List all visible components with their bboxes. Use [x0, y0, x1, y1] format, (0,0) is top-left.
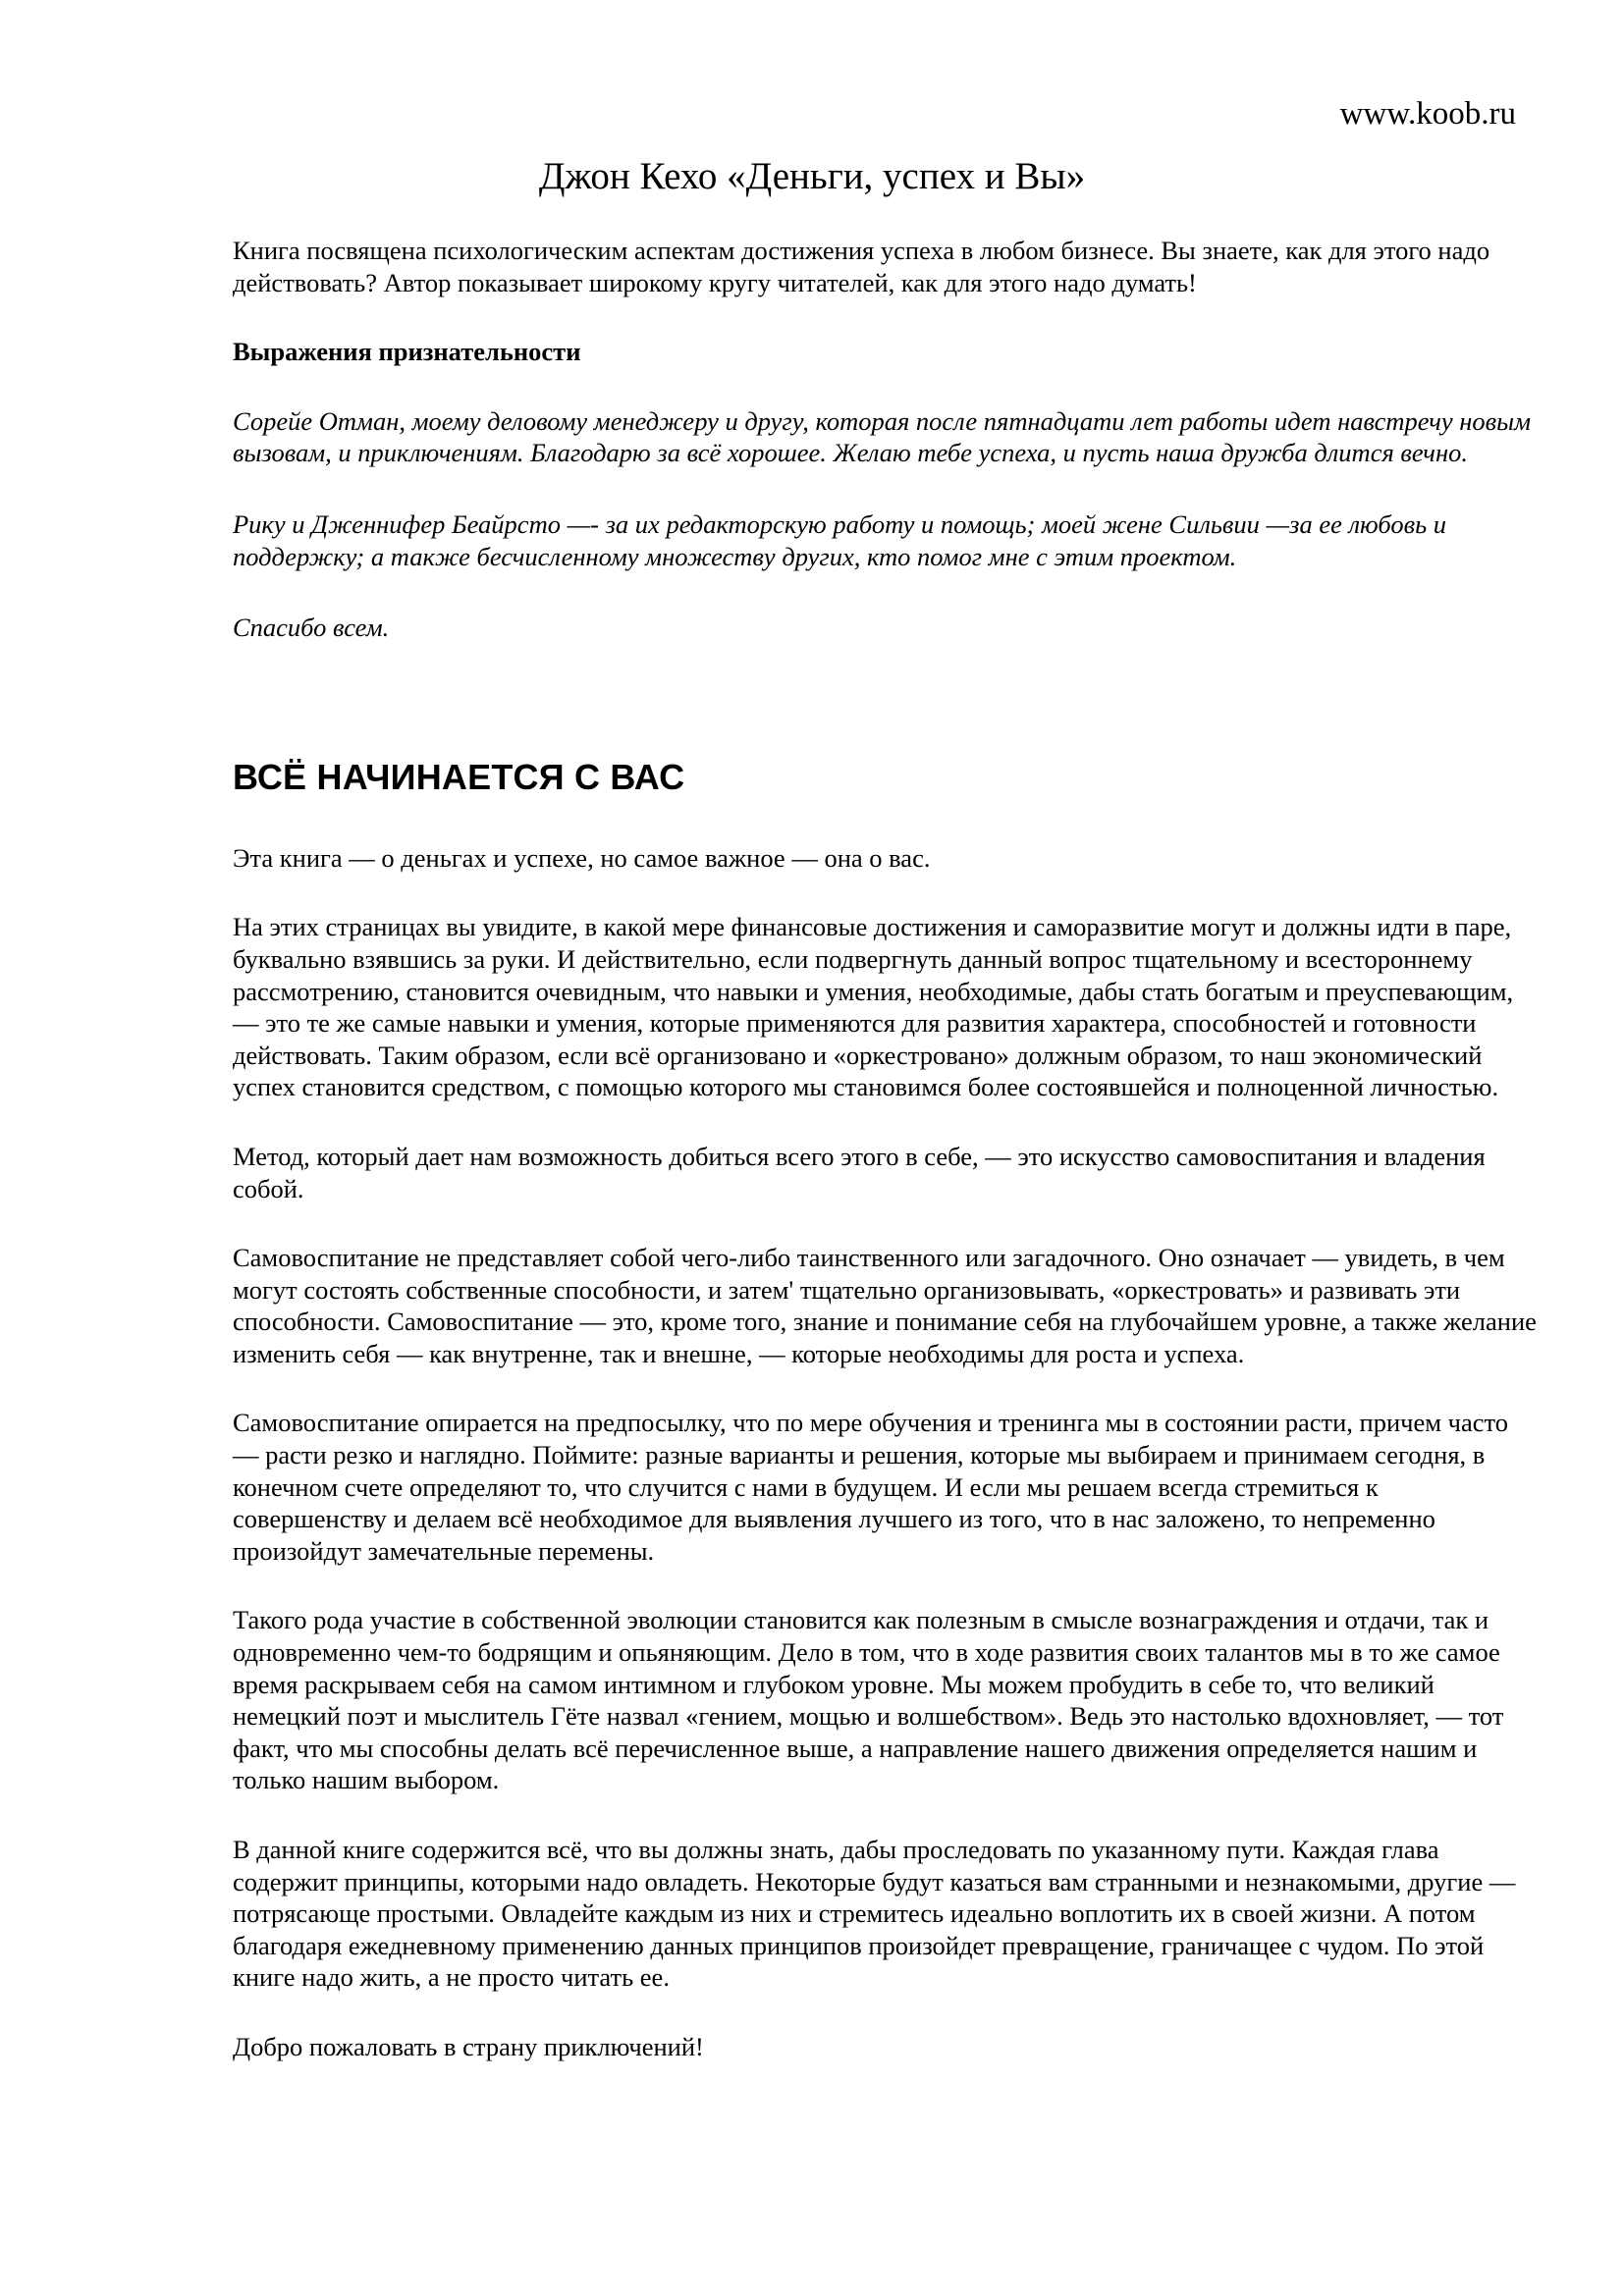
acknowledgement-paragraph: Сорейе Отман, моему деловому менеджеру и другу, которая после пятнадцати лет работы идет навстречу новым вызовам, и приключениям. Благодарю за всё хорошее. Желаю тебе успеха, и пусть наша дружба длится вечно.	[233, 405, 1532, 468]
chapter-paragraph: Эта книга — о деньгах и успехе, но самое важное — она о вас.	[233, 842, 931, 873]
acknowledgements-heading: Выражения признательности	[233, 337, 581, 367]
chapter-paragraph: Метод, который дает нам возможность добиться всего этого в себе, — это искусство самовоспитания и владения собой.	[233, 1141, 1486, 1203]
chapter-paragraph: Самовоспитание опирается на предпосылку, что по мере обучения и тренинга мы в состоянии расти, причем часто — расти резко и наглядно. Поймите: разные варианты и решения, которые мы выбираем и принимаем сегодня, в конечном счете определяют то, что случится с нами в будущем. И если мы решаем всегда стремиться к совершенству и делаем всё необходимое для выявления лучшего из того, что в нас заложено, то непременно произойдут замечательные перемены.	[233, 1408, 1508, 1566]
intro-paragraph: Книга посвящена психологическим аспектам достижения успеха в любом бизнесе. Вы знаете, как для этого надо действовать? Автор показывает широкому кругу читателей, как для этого надо думать!	[233, 236, 1490, 297]
document-body	[233, 235, 1539, 2063]
chapter-paragraph: Такого рода участие в собственной эволюции становится как полезным в смысле вознаграждения и отдачи, так и одновременно чем-то бодрящим и опьяняющим. Дело в том, что в ходе развития своих талантов мы в то же самое время раскрываем себя на самом интимном и глубоком уровне. Мы можем пробудить в себе то, что великий немецкий поэт и мыслитель Гёте назвал «гением, мощью и волшебством». Ведь это настолько вдохновляет, — тот факт, что мы способны делать всё перечисленное выше, а направление нашего движения определяется нашим и только нашим выбором.	[233, 1605, 1504, 1795]
chapter-paragraph: В данной книге содержится всё, что вы должны знать, дабы проследовать по указанному пути. Каждая глава содержит принципы, которыми надо овладеть. Некоторые будут казаться вам странными и незнакомыми, другие — потрясающе простыми. Овладейте каждым из них и стремитесь идеально воплотить их в своей жизни. А потом благодаря ежедневному применению данных принципов произойдет превращение, граничащее с чудом. По этой книге надо жить, а не просто читать ее.	[233, 1835, 1516, 1993]
acknowledgement-paragraph: Рику и Дженнифер Беайрсто —- за их редакторскую работу и помощь; моей жене Сильвии —за ее любовь и поддержку; а также бесчисленному множеству других, кто помог мне с этим проектом.	[233, 508, 1447, 571]
chapter-paragraph: Самовоспитание не представляет собой чего-либо таинственного или загадочного. Оно означает — увидеть, в чем могут состоять собственные способности, и затем' тщательно организовывать, «оркестровать» и развивать эти способности. Самовоспитание — это, кроме того, знание и понимание себя на глубочайшем уровне, а также желание изменить себя — как внутренне, так и внешне, — которые необходимы для роста и успеха.	[233, 1243, 1537, 1368]
chapter-paragraph: На этих страницах вы увидите, в какой мере финансовые достижения и саморазвитие могут и должны идти в паре, буквально взявшись за руки. И действительно, если подвергнуть данный вопрос тщательному и всестороннему рассмотрению, становится очевидным, что навыки и умения, необходимые, дабы стать богатым и преуспевающим, — это те же самые навыки и умения, которые применяются для развития характера, способностей и готовности действовать. Таким образом, если всё организовано и «оркестровано» должным образом, то наш экономический успех становится средством, с помощью которого мы становимся более состоявшейся и полноценной личностью.	[233, 912, 1514, 1102]
acknowledgement-thanks: Спасибо всем.	[233, 613, 390, 643]
chapter-title: ВСЁ НАЧИНАЕТСЯ С ВАС	[233, 756, 685, 797]
book-title: Джон Кехо «Деньги, успех и Вы»	[538, 155, 1086, 197]
chapter-closing: Добро пожаловать в страну приключений!	[233, 2031, 704, 2061]
site-url: www.koob.ru	[1339, 96, 1516, 132]
